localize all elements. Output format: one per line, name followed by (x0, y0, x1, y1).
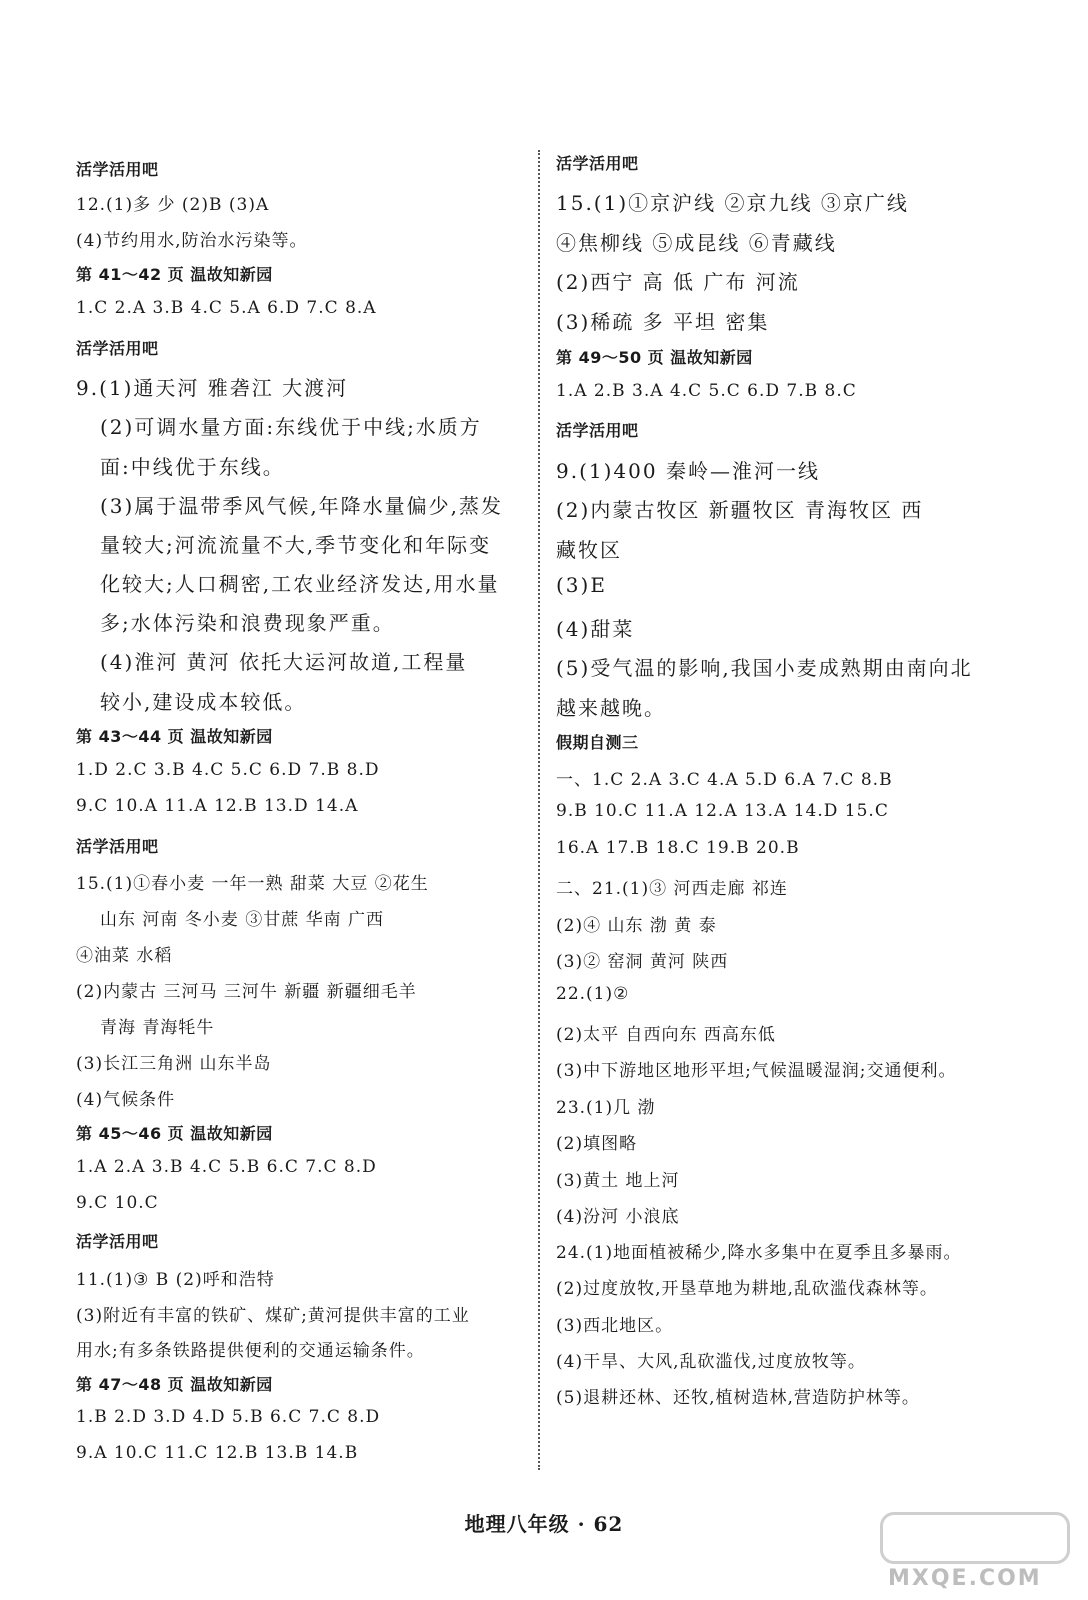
answer-line: 9.(1)400 秦岭—淮河一线 (556, 459, 820, 483)
section-heading: 活学活用吧 (76, 339, 159, 358)
answer-line: (4)干旱、大风,乱砍滥伐,过度放牧等。 (556, 1352, 866, 1372)
answer-line: 一、1.C 2.A 3.C 4.A 5.D 6.A 7.C 8.B (556, 770, 893, 790)
answer-line: 山东 河南 冬小麦 ③甘蔗 华南 广西 (100, 910, 385, 930)
answer-line: (3)② 窑洞 黄河 陕西 (556, 952, 729, 972)
answer-line: (3)属于温带季风气候,年降水量偏少,蒸发 (100, 494, 504, 518)
answer-line: (3)中下游地区地形平坦;气候温暖湿润;交通便利。 (556, 1061, 957, 1081)
answer-line: 12.(1)多 少 (2)B (3)A (76, 195, 270, 215)
answer-line: 多;水体污染和浪费现象严重。 (100, 611, 395, 635)
answer-line: (2)内蒙古牧区 新疆牧区 青海牧区 西 (556, 498, 924, 522)
section-heading: 第 47～48 页 温故知新园 (76, 1375, 273, 1394)
answer-line: (4)气候条件 (76, 1090, 176, 1110)
answer-line: (5)受气温的影响,我国小麦成熟期由南向北 (556, 656, 973, 680)
answer-line: (4)节约用水,防治水污染等。 (76, 231, 308, 251)
answer-line: 9.A 10.C 11.C 12.B 13.B 14.B (76, 1443, 359, 1463)
answer-line: 9.(1)通天河 雅砻江 大渡河 (76, 376, 349, 400)
section-heading: 活学活用吧 (76, 160, 159, 179)
column-divider (538, 150, 540, 1470)
answer-line: 9.C 10.A 11.A 12.B 13.D 14.A (76, 796, 359, 816)
answer-line: 22.(1)② (556, 984, 630, 1004)
answer-line: (5)退耕还林、还牧,植树造林,营造防护林等。 (556, 1388, 920, 1408)
answer-line: 24.(1)地面植被稀少,降水多集中在夏季且多暴雨。 (556, 1243, 962, 1263)
answer-line: (2)可调水量方面:东线优于中线;水质方 (100, 415, 482, 439)
watermark-text: MXQE.COM (888, 1566, 1042, 1591)
section-heading: 活学活用吧 (556, 421, 639, 440)
answer-line: 1.A 2.A 3.B 4.C 5.B 6.C 7.C 8.D (76, 1157, 377, 1177)
answer-line: 二、21.(1)③ 河西走廊 祁连 (556, 879, 788, 899)
answer-line: 量较大;河流流量不大,季节变化和年际变 (100, 533, 492, 557)
answer-line: 9.B 10.C 11.A 12.A 13.A 14.D 15.C (556, 801, 889, 821)
answer-line: 面:中线优于东线。 (100, 455, 285, 479)
answer-line: 15.(1)①京沪线 ②京九线 ③京广线 (556, 191, 909, 215)
section-heading: 第 49～50 页 温故知新园 (556, 348, 753, 367)
answer-line: (3)黄土 地上河 (556, 1171, 680, 1191)
answer-line: 1.D 2.C 3.B 4.C 5.C 6.D 7.B 8.D (76, 760, 380, 780)
answer-line: (3)附近有丰富的铁矿、煤矿;黄河提供丰富的工业 (76, 1306, 470, 1326)
section-heading: 假期自测三 (556, 733, 639, 752)
answer-line: 用水;有多条铁路提供便利的交通运输条件。 (76, 1341, 425, 1361)
answer-line: (2)过度放牧,开垦草地为耕地,乱砍滥伐森林等。 (556, 1279, 938, 1299)
answer-line: (2)西宁 高 低 广布 河流 (556, 270, 800, 294)
answer-line: (3)稀疏 多 平坦 密集 (556, 310, 770, 334)
answer-line: (2)太平 自西向东 西高东低 (556, 1025, 776, 1045)
section-heading: 第 45～46 页 温故知新园 (76, 1124, 273, 1143)
watermark (880, 1512, 1070, 1592)
answer-line: (3)西北地区。 (556, 1316, 674, 1336)
answer-line: (3)长江三角洲 山东半岛 (76, 1054, 272, 1074)
answer-line: 化较大;人口稠密,工农业经济发达,用水量 (100, 572, 500, 596)
answer-line: 23.(1)几 渤 (556, 1098, 656, 1118)
answer-line: 1.B 2.D 3.D 4.D 5.B 6.C 7.C 8.D (76, 1407, 381, 1427)
answer-line: (3)E (556, 573, 607, 597)
section-heading: 第 41～42 页 温故知新园 (76, 265, 273, 284)
answer-line: ④油菜 水稻 (76, 946, 173, 966)
answer-line: ④焦柳线 ⑤成昆线 ⑥青藏线 (556, 231, 837, 255)
answer-line: (4)汾河 小浪底 (556, 1207, 680, 1227)
answer-line: 15.(1)①春小麦 一年一熟 甜菜 大豆 ②花生 (76, 874, 429, 894)
answer-line: 较小,建设成本较低。 (100, 690, 307, 714)
answer-line: 1.C 2.A 3.B 4.C 5.A 6.D 7.C 8.A (76, 298, 377, 318)
answer-line: (2)内蒙古 三河马 三河牛 新疆 新疆细毛羊 (76, 982, 417, 1002)
section-heading: 活学活用吧 (556, 154, 639, 173)
answer-line: 越来越晚。 (556, 696, 666, 720)
section-heading: 活学活用吧 (76, 837, 159, 856)
answer-line: (4)甜菜 (556, 617, 635, 641)
section-heading: 第 43～44 页 温故知新园 (76, 727, 273, 746)
answer-line: 11.(1)③ B (2)呼和浩特 (76, 1270, 275, 1290)
answer-line: (4)淮河 黄河 依托大运河故道,工程量 (100, 650, 468, 674)
answer-line: 藏牧区 (556, 538, 622, 562)
answer-line: (2)填图略 (556, 1134, 638, 1154)
watermark-logo-icon (880, 1512, 1070, 1564)
answer-line: 16.A 17.B 18.C 19.B 20.B (556, 838, 800, 858)
answer-line: 青海 青海牦牛 (100, 1018, 215, 1038)
section-heading: 活学活用吧 (76, 1232, 159, 1251)
answer-line: 9.C 10.C (76, 1193, 159, 1213)
answer-line: (2)④ 山东 渤 黄 泰 (556, 916, 717, 936)
answer-line: 1.A 2.B 3.A 4.C 5.C 6.D 7.B 8.C (556, 381, 857, 401)
page-footer: 地理八年级 · 62 (464, 1512, 624, 1536)
